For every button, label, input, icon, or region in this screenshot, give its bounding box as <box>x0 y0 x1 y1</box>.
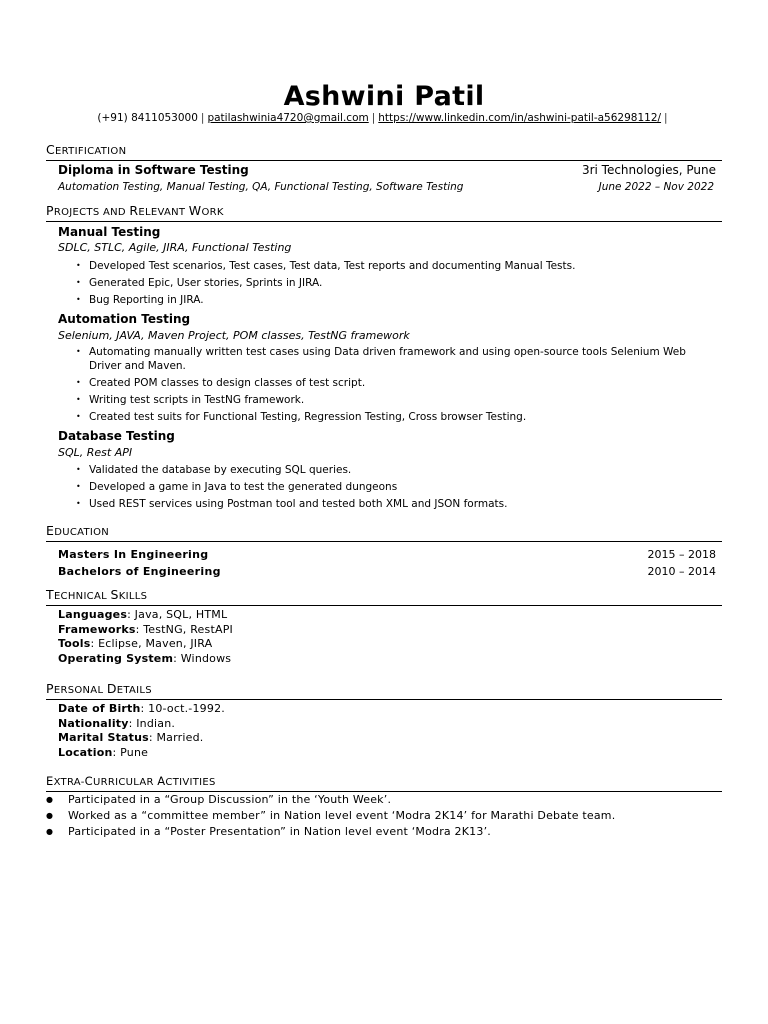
section-extracurricular-heading: EXTRA-CURRICULAR ACTIVITIES <box>46 774 722 792</box>
project-tech: SQL, Rest API <box>58 446 133 459</box>
degree-years: 2015 – 2018 <box>647 548 716 561</box>
list-item: • Generated Epic, User stories, Sprints in JIRA. <box>74 276 714 290</box>
skill-row: Operating System: Windows <box>58 651 232 665</box>
list-item: • Bug Reporting in JIRA. <box>74 293 714 307</box>
project-bullets <box>74 345 714 427</box>
personal-row: Date of Birth: 10-oct.-1992. <box>58 702 225 715</box>
separator: | <box>371 112 376 124</box>
project-bullets <box>74 259 714 310</box>
skill-row: Frameworks: TestNG, RestAPI <box>58 622 233 636</box>
section-personal-heading: PERSONAL DETAILS <box>46 681 722 700</box>
cert-dates: June 2022 – Nov 2022 <box>598 181 714 193</box>
separator: | <box>664 112 668 124</box>
section-skills-heading: TECHNICAL SKILLS <box>46 587 722 606</box>
list-item: • Developed Test scenarios, Test cases, Test data, Test reports and documenting Manual Tests. <box>74 259 714 273</box>
cert-topics: Automation Testing, Manual Testing, QA, Functional Testing, Software Testing <box>58 181 464 193</box>
phone: (+91) 8411053000 <box>97 112 198 124</box>
list-item: • Writing test scripts in TestNG framework. <box>74 393 714 407</box>
skill-row: Languages: Java, SQL, HTML <box>58 608 228 621</box>
personal-list <box>58 702 225 760</box>
list-item: • Automating manually written test cases using Data driven framework and using open-source tools Selenium Web Driver and Maven. <box>74 345 714 373</box>
separator: | <box>200 112 205 124</box>
degree: Masters In Engineering <box>58 548 209 561</box>
degree-years: 2010 – 2014 <box>647 565 716 578</box>
list-item: • Used REST services using Postman tool and tested both XML and JSON formats. <box>74 497 714 511</box>
project-title: Manual Testing <box>58 225 161 239</box>
section-education-heading: EDUCATION <box>46 523 722 542</box>
linkedin-link[interactable]: https://www.linkedin.com/in/ashwini-patil-a56298112/ <box>378 112 662 124</box>
list-item: • Developed a game in Java to test the generated dungeons <box>74 480 714 494</box>
candidate-name: Ashwini Patil <box>283 81 485 112</box>
project-tech: SDLC, STLC, Agile, JIRA, Functional Testing <box>58 241 292 254</box>
personal-row: Nationality: Indian. <box>58 716 176 730</box>
cert-institute: 3ri Technologies, Pune <box>581 163 716 177</box>
list-item: ● Participated in a “Poster Presentation” in Nation level event ‘Modra 2K13’. <box>46 824 726 840</box>
personal-row: Marital Status: Married. <box>58 731 204 744</box>
list-item: • Created POM classes to design classes of test script. <box>74 376 714 390</box>
contact-line <box>0 111 768 125</box>
project-bullets <box>74 463 714 514</box>
skill-row: Tools: Eclipse, Maven, JIRA <box>58 637 213 650</box>
activities-list <box>46 792 726 840</box>
project-tech: Selenium, JAVA, Maven Project, POM classes, TestNG framework <box>58 329 410 342</box>
list-item: • Validated the database by executing SQL queries. <box>74 463 714 477</box>
cert-course: Diploma in Software Testing <box>58 163 249 177</box>
list-item: ● Participated in a “Group Discussion” in the ‘Youth Week’. <box>46 792 726 808</box>
skills-list <box>58 608 233 666</box>
section-certification-heading: CERTIFICATION <box>46 142 722 161</box>
section-projects-heading: PROJECTS AND RELEVANT WORK <box>46 203 722 222</box>
personal-row: Location: Pune <box>58 745 149 759</box>
list-item: • Created test suits for Functional Testing, Regression Testing, Cross browser Testing. <box>74 410 714 424</box>
email-link[interactable]: patilashwinia4720@gmail.com <box>207 112 369 124</box>
project-title: Automation Testing <box>58 312 191 326</box>
degree: Bachelors of Engineering <box>58 565 221 578</box>
project-title: Database Testing <box>58 429 175 443</box>
list-item: ● Worked as a “committee member” in Nation level event ‘Modra 2K14’ for Marathi Debate team. <box>46 808 726 824</box>
